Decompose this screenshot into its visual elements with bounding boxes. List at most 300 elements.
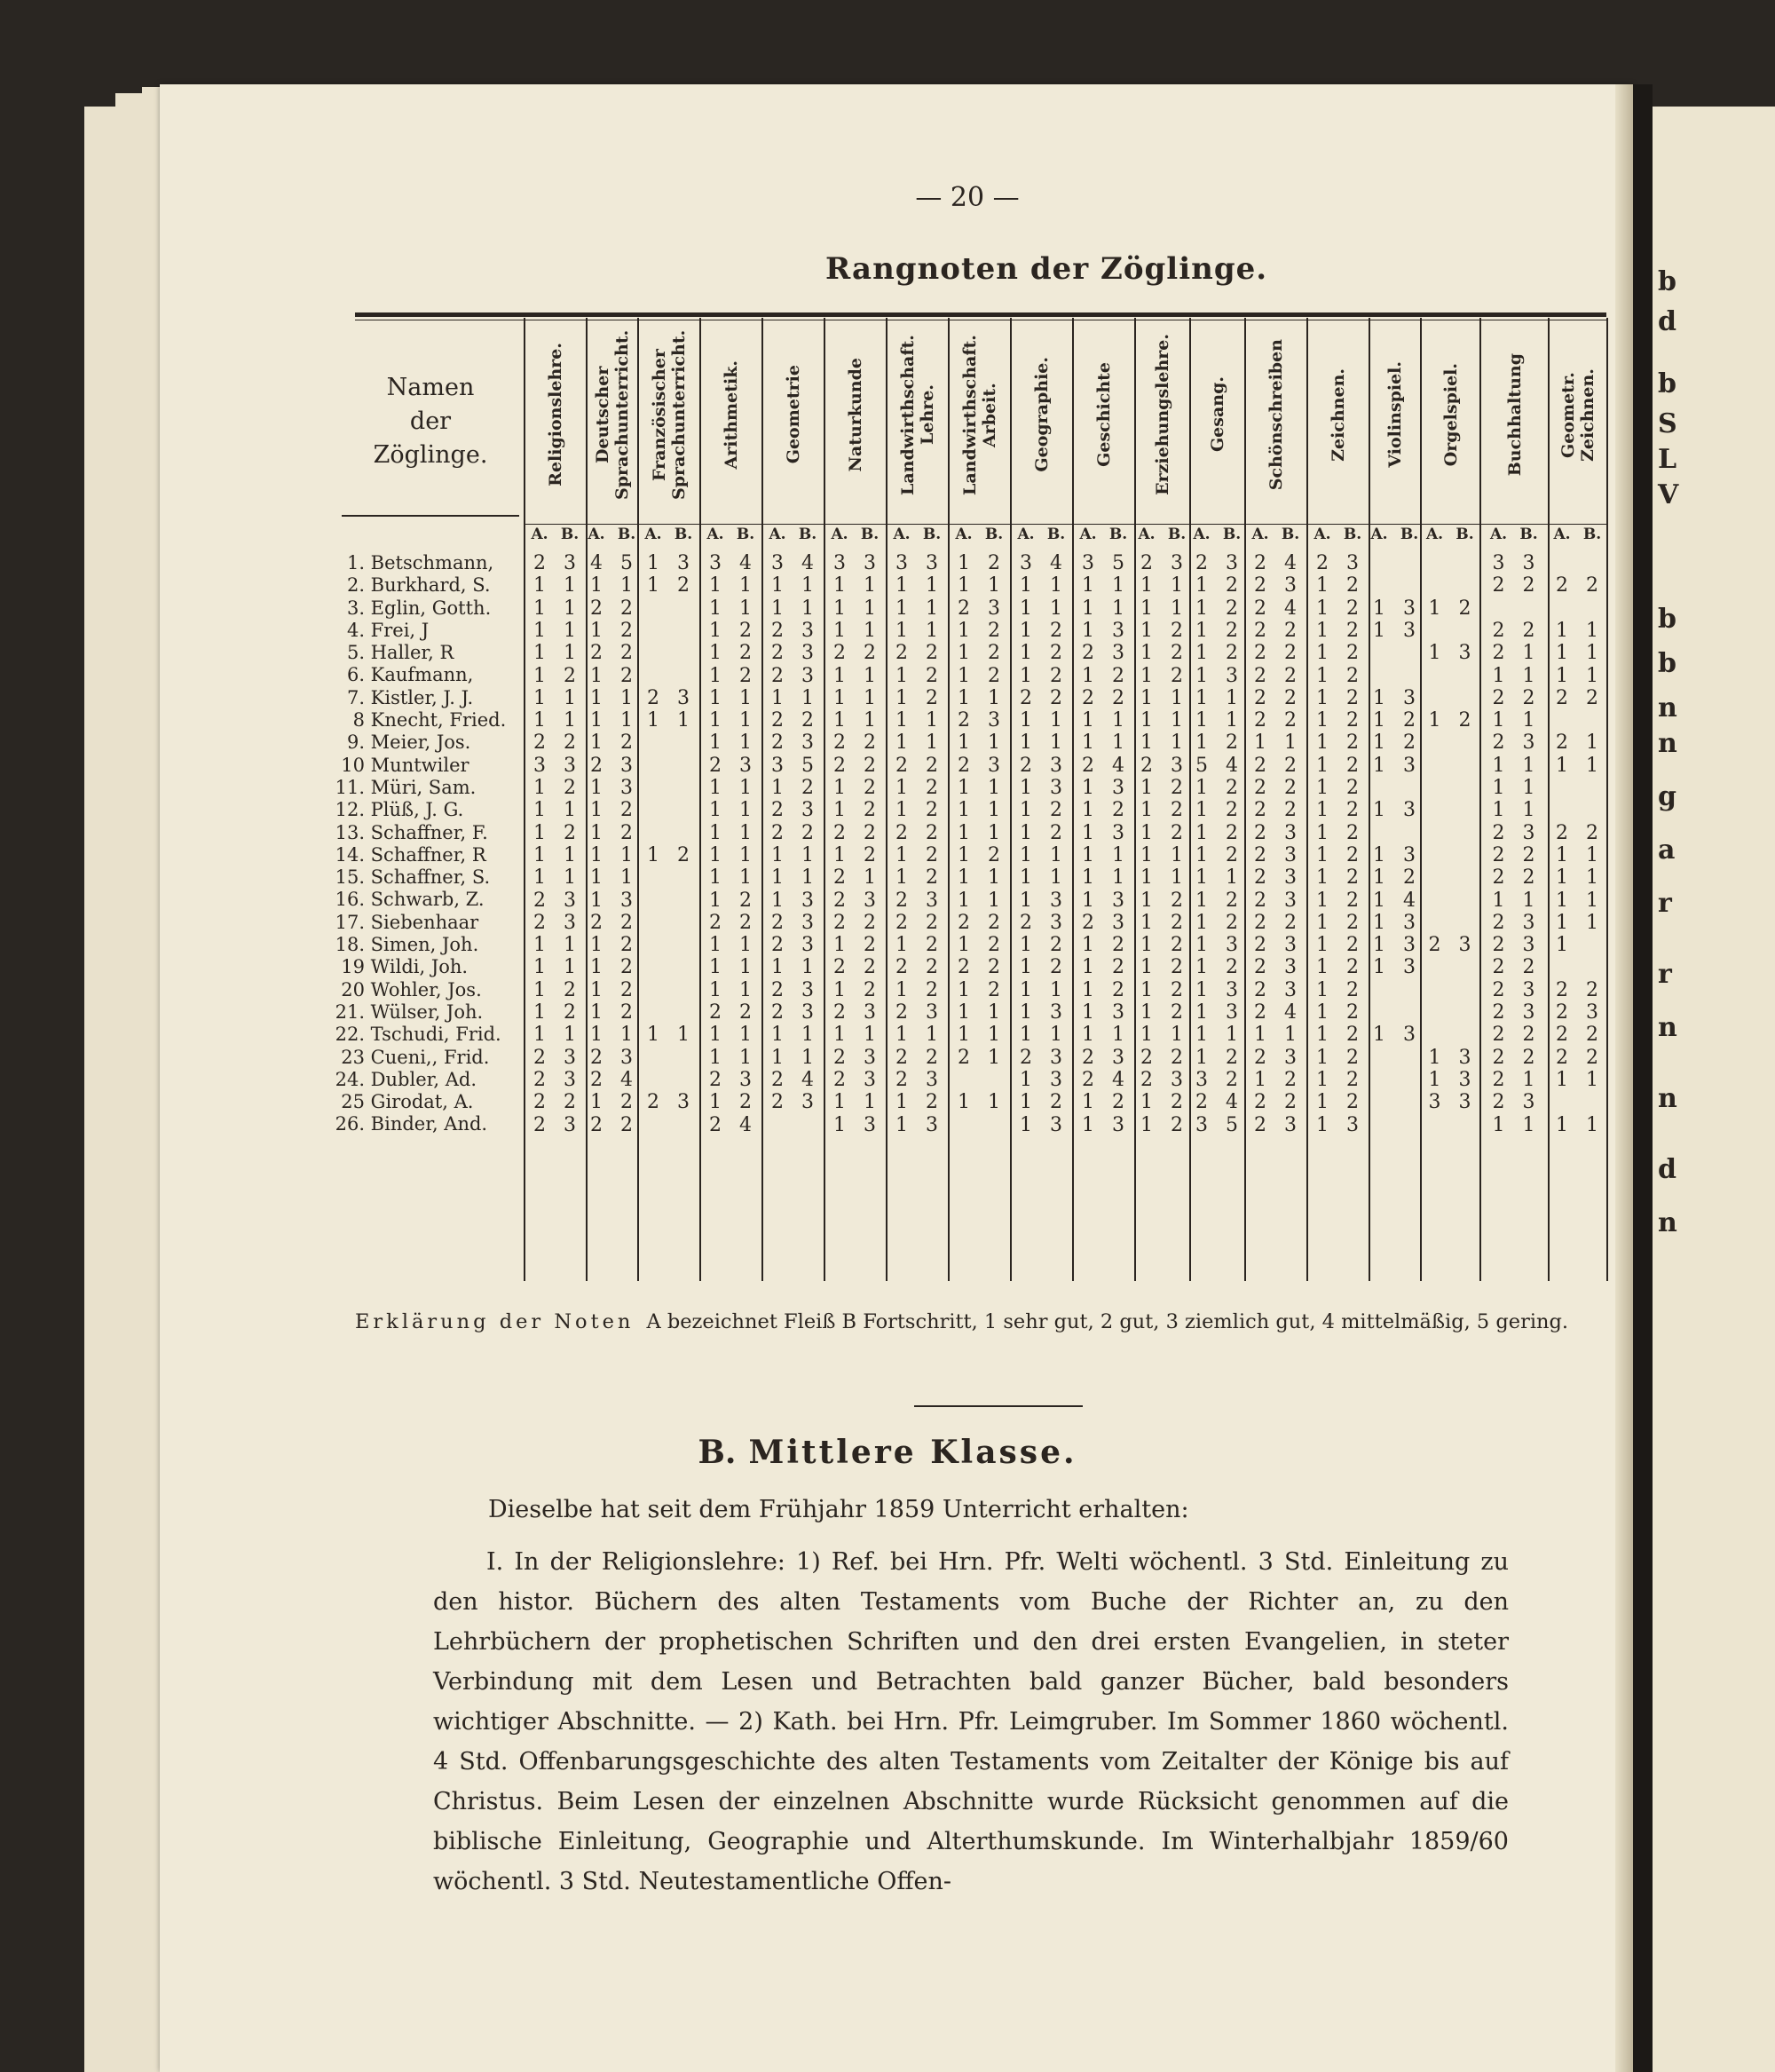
grade-cell: 1 xyxy=(833,1113,846,1136)
grade-cell: 2 xyxy=(620,619,633,642)
grade-cell: 1 xyxy=(771,956,784,979)
grade-cell: 1 xyxy=(1050,978,1062,1001)
grade-cell: 3 xyxy=(1226,664,1238,687)
grade-cell: 3 xyxy=(1458,642,1471,665)
grade-cell: 3 xyxy=(988,597,1000,620)
sub-header-a: A. xyxy=(1314,526,1331,543)
facing-page-fragment: b xyxy=(1658,648,1676,679)
grade-cell: 3 xyxy=(1050,1113,1062,1136)
grade-cell: 3 xyxy=(620,1046,633,1069)
grade-cell: 2 xyxy=(1492,911,1505,934)
legend-text: A bezeichnet Fleiß B Fortschritt, 1 sehr gut, 2 gut, 3 ziemlich gut, 4 mittelmäßig, 5 gering. xyxy=(646,1310,1569,1333)
grade-cell: 2 xyxy=(564,732,576,755)
student-name: Cueni,, Frid. xyxy=(365,1046,490,1068)
grade-cell: 1 xyxy=(1254,1068,1266,1091)
grade-cell: 2 xyxy=(926,843,938,866)
subheader-rule xyxy=(1420,524,1479,525)
grade-cell: 3 xyxy=(926,552,938,574)
grade-cell: 1 xyxy=(1195,732,1208,755)
grade-cell: 1 xyxy=(801,597,814,620)
student-row xyxy=(333,822,509,844)
facing-page-fragment: V xyxy=(1658,479,1679,510)
grade-cell: 1 xyxy=(709,799,722,822)
sub-header-b: B. xyxy=(798,526,817,543)
grade-cell: 1 xyxy=(1050,597,1062,620)
grade-cell: 1 xyxy=(1020,642,1032,665)
student-number: 25 xyxy=(341,1091,365,1113)
grade-cell: 1 xyxy=(988,1046,1000,1069)
student-row xyxy=(333,934,509,956)
grade-cell: 3 xyxy=(1284,956,1297,979)
grade-cell: 2 xyxy=(1171,1091,1183,1114)
grade-cell: 1 xyxy=(1020,843,1032,866)
subject-header xyxy=(1246,321,1306,508)
grade-cell: 1 xyxy=(1428,1046,1441,1069)
grade-cell: 4 xyxy=(739,1113,752,1136)
facing-page-fragment: d xyxy=(1658,1154,1676,1185)
student-name: Dubler, Ad. xyxy=(365,1068,477,1090)
grade-cell: 1 xyxy=(1226,709,1238,732)
grade-cell: 1 xyxy=(1050,843,1062,866)
grade-cell: 1 xyxy=(895,843,908,866)
grade-cell: 1 xyxy=(1373,889,1385,912)
grade-cell: 1 xyxy=(1316,821,1329,844)
table-title: Rangnoten der Zöglinge. xyxy=(825,251,1268,287)
grade-cell: 1 xyxy=(590,1024,603,1047)
student-row xyxy=(333,866,509,889)
student-row xyxy=(333,1001,509,1024)
grade-cell: 3 xyxy=(709,552,722,574)
grade-cell: 1 xyxy=(709,574,722,597)
grade-cell: 2 xyxy=(988,642,1000,665)
grade-cell: 2 xyxy=(958,911,970,934)
grade-cell: 2 xyxy=(1458,709,1471,732)
student-name: Binder, And. xyxy=(365,1113,488,1135)
sub-header-b: B. xyxy=(922,526,942,543)
grade-cell: 2 xyxy=(1254,642,1266,665)
grade-cell: 3 xyxy=(1195,1113,1208,1136)
student-name: Schaffner, S. xyxy=(365,866,491,889)
grade-cell: 2 xyxy=(1522,843,1535,866)
sub-header-a: A. xyxy=(1017,526,1035,543)
grade-cell: 2 xyxy=(1522,1024,1535,1047)
grade-cell: 1 xyxy=(1112,843,1124,866)
grade-cell: 1 xyxy=(564,686,576,709)
grade-cell: 1 xyxy=(564,597,576,620)
grade-cell: 1 xyxy=(1428,642,1441,665)
grade-cell: 2 xyxy=(1346,1001,1359,1024)
grade-cell: 2 xyxy=(801,777,814,799)
student-name: Meier, Jos. xyxy=(365,732,471,754)
grade-cell: 2 xyxy=(1171,799,1183,822)
grade-cell: 1 xyxy=(988,1024,1000,1047)
grade-cell: 2 xyxy=(926,799,938,822)
grade-cell: 2 xyxy=(1492,843,1505,866)
grade-cell: 2 xyxy=(620,664,633,687)
grade-cell: 1 xyxy=(1373,911,1385,934)
grade-cell: 2 xyxy=(926,911,938,934)
grade-cell: 1 xyxy=(1140,978,1153,1001)
grade-cell: 2 xyxy=(709,1068,722,1091)
grade-cell: 1 xyxy=(958,664,970,687)
grade-cell: 1 xyxy=(1373,709,1385,732)
grade-cell: 5 xyxy=(1112,552,1124,574)
grade-cell: 1 xyxy=(1082,574,1094,597)
grade-cell: 3 xyxy=(801,732,814,755)
subheader-rule xyxy=(1189,524,1244,525)
grade-cell: 1 xyxy=(801,866,814,890)
grade-cell: 1 xyxy=(1586,1113,1598,1136)
grade-cell: 2 xyxy=(1403,732,1416,755)
grade-cell: 1 xyxy=(958,686,970,709)
grade-cell: 2 xyxy=(1254,1091,1266,1114)
subheader-rule xyxy=(1548,524,1606,525)
grade-cell: 1 xyxy=(533,978,546,1001)
grade-cell: 1 xyxy=(1171,574,1183,597)
grade-cell: 1 xyxy=(1020,619,1032,642)
grade-cell: 3 xyxy=(864,1068,876,1091)
grade-cell: 3 xyxy=(1586,1001,1598,1024)
grade-cell: 1 xyxy=(895,777,908,799)
grade-cell: 2 xyxy=(958,1046,970,1069)
sub-header-b: B. xyxy=(1108,526,1128,543)
grade-cell: 2 xyxy=(1556,732,1568,755)
grade-cell: 2 xyxy=(533,1091,546,1114)
grade-cell: 1 xyxy=(1556,754,1568,777)
grade-cell: 1 xyxy=(1082,1091,1094,1114)
grade-cell: 1 xyxy=(1140,1113,1153,1136)
grade-cell: 2 xyxy=(739,664,752,687)
grade-cell: 2 xyxy=(864,911,876,934)
grade-cell: 1 xyxy=(1373,956,1385,979)
grade-cell: 3 xyxy=(1403,754,1416,777)
grade-cell: 1 xyxy=(1195,1024,1208,1047)
grade-cell: 1 xyxy=(647,574,659,597)
grade-cell: 1 xyxy=(771,1024,784,1047)
grade-cell: 2 xyxy=(1556,1024,1568,1047)
subject-header-label: Zeichnen. xyxy=(1329,368,1348,462)
grade-cell: 2 xyxy=(771,1091,784,1114)
grade-cell: 1 xyxy=(1171,709,1183,732)
grade-cell: 3 xyxy=(1284,889,1297,912)
grade-cell: 3 xyxy=(1112,642,1124,665)
grade-cell: 2 xyxy=(895,956,908,979)
subject-header xyxy=(950,321,1010,508)
grade-cell: 1 xyxy=(647,709,659,732)
grade-cell: 2 xyxy=(1254,1113,1266,1136)
grade-cell: 2 xyxy=(1284,1091,1297,1114)
grade-cell: 3 xyxy=(1403,799,1416,822)
grade-cell: 1 xyxy=(1050,866,1062,890)
grade-cell: 1 xyxy=(895,619,908,642)
grade-cell: 3 xyxy=(1050,911,1062,934)
student-name: Girodat, A. xyxy=(365,1091,474,1113)
grade-cell: 1 xyxy=(771,777,784,799)
grade-cell: 2 xyxy=(771,934,784,957)
grade-cell: 1 xyxy=(590,821,603,844)
grade-cell: 2 xyxy=(1346,1046,1359,1069)
grade-cell: 1 xyxy=(801,686,814,709)
grade-cell: 1 xyxy=(1316,889,1329,912)
grade-cell: 2 xyxy=(620,956,633,979)
grade-cell: 3 xyxy=(801,619,814,642)
grade-cell: 2 xyxy=(620,1001,633,1024)
grade-cell: 2 xyxy=(864,754,876,777)
grade-cell: 3 xyxy=(771,754,784,777)
grade-cell: 1 xyxy=(801,843,814,866)
grade-cell: 1 xyxy=(1492,799,1505,822)
grade-cell: 2 xyxy=(1050,642,1062,665)
book-binding xyxy=(1633,84,1653,2072)
grade-cell: 2 xyxy=(564,821,576,844)
grade-cell: 1 xyxy=(1082,1001,1094,1024)
grade-cell: 2 xyxy=(771,732,784,755)
grade-cell: 1 xyxy=(1586,889,1598,912)
grade-cell: 2 xyxy=(1492,1001,1505,1024)
grade-cell: 1 xyxy=(1316,777,1329,799)
grade-cell: 1 xyxy=(709,843,722,866)
grade-cell: 3 xyxy=(833,552,846,574)
subject-header xyxy=(1550,321,1606,508)
grade-cell: 2 xyxy=(564,1091,576,1114)
grade-cell: 1 xyxy=(647,552,659,574)
grade-cell: 1 xyxy=(739,843,752,866)
grade-cell: 3 xyxy=(1284,1046,1297,1069)
grade-cell: 1 xyxy=(895,1024,908,1047)
grade-cell: 1 xyxy=(988,889,1000,912)
grade-cell: 1 xyxy=(564,1024,576,1047)
grade-cell: 1 xyxy=(533,777,546,799)
grade-cell: 1 xyxy=(1140,799,1153,822)
grade-cell: 1 xyxy=(1586,642,1598,665)
grade-cell: 1 xyxy=(1082,619,1094,642)
grade-cell: 1 xyxy=(564,642,576,665)
student-number: 19 xyxy=(341,956,365,978)
grade-cell: 3 xyxy=(1403,1024,1416,1047)
grade-cell: 1 xyxy=(590,619,603,642)
grade-cell: 1 xyxy=(590,664,603,687)
subject-header-label: Arithmetik. xyxy=(722,360,741,470)
student-row xyxy=(333,1047,509,1069)
grade-cell: 1 xyxy=(1316,709,1329,732)
grade-cell: 2 xyxy=(1171,619,1183,642)
grade-cell: 2 xyxy=(988,911,1000,934)
grade-cell: 1 xyxy=(1316,978,1329,1001)
grade-cell: 2 xyxy=(1556,1046,1568,1069)
grade-cell: 1 xyxy=(739,686,752,709)
grade-cell: 3 xyxy=(739,754,752,777)
subheader-rule xyxy=(1244,524,1306,525)
grade-cell: 1 xyxy=(564,799,576,822)
grade-cell: 2 xyxy=(833,732,846,755)
grade-cell: 1 xyxy=(1428,709,1441,732)
grade-cell: 1 xyxy=(926,619,938,642)
grade-cell: 1 xyxy=(1316,574,1329,597)
grade-cell: 1 xyxy=(1195,889,1208,912)
grade-cell: 1 xyxy=(1140,821,1153,844)
grade-cell: 2 xyxy=(926,866,938,890)
grade-cell: 2 xyxy=(926,956,938,979)
grade-cell: 1 xyxy=(958,821,970,844)
sub-header-a: A. xyxy=(1370,526,1388,543)
grade-cell: 1 xyxy=(1195,642,1208,665)
grade-cell: 2 xyxy=(620,1091,633,1114)
grade-cell: 2 xyxy=(1226,1046,1238,1069)
grade-cell: 1 xyxy=(1522,642,1535,665)
grade-cell: 2 xyxy=(1346,574,1359,597)
grade-cell: 2 xyxy=(1254,978,1266,1001)
grade-cell: 3 xyxy=(1403,843,1416,866)
grade-cell: 1 xyxy=(1140,1024,1153,1047)
grade-cell: 2 xyxy=(864,642,876,665)
grade-cell: 1 xyxy=(1556,642,1568,665)
grade-cell: 2 xyxy=(590,1068,603,1091)
grade-cell: 1 xyxy=(1522,664,1535,687)
grade-cell: 2 xyxy=(1522,866,1535,890)
grade-cell: 2 xyxy=(926,642,938,665)
grade-cell: 2 xyxy=(590,911,603,934)
grade-cell: 3 xyxy=(988,709,1000,732)
grade-cell: 1 xyxy=(1586,754,1598,777)
grade-cell: 2 xyxy=(620,799,633,822)
grade-cell: 3 xyxy=(801,642,814,665)
grade-cell: 2 xyxy=(958,754,970,777)
grade-cell: 2 xyxy=(620,597,633,620)
grade-cell: 1 xyxy=(801,956,814,979)
sub-header-b: B. xyxy=(1046,526,1066,543)
grade-cell: 1 xyxy=(1316,619,1329,642)
grade-cell: 2 xyxy=(1082,754,1094,777)
subject-header-label: Gesang. xyxy=(1208,376,1227,453)
grade-cell: 2 xyxy=(1254,911,1266,934)
grade-cell: 2 xyxy=(864,934,876,957)
student-name: Kistler, J. J. xyxy=(365,686,474,708)
grade-cell: 1 xyxy=(1195,777,1208,799)
grade-cell: 1 xyxy=(958,642,970,665)
grade-cell: 3 xyxy=(1112,1113,1124,1136)
subheader-rule xyxy=(1072,524,1134,525)
grade-cell: 4 xyxy=(801,552,814,574)
student-number: 3. xyxy=(346,597,365,619)
grade-cell: 1 xyxy=(564,934,576,957)
grade-cell: 1 xyxy=(739,732,752,755)
grade-cell: 1 xyxy=(1586,619,1598,642)
student-number: 17. xyxy=(335,911,365,933)
facing-page-edge xyxy=(1653,107,1775,2072)
grade-cell: 2 xyxy=(1254,552,1266,574)
student-name: Eglin, Gotth. xyxy=(365,597,492,619)
grade-cell: 3 xyxy=(1284,978,1297,1001)
grade-cell: 1 xyxy=(1195,574,1208,597)
grade-cell: 4 xyxy=(1284,1001,1297,1024)
grade-cell: 1 xyxy=(988,1091,1000,1114)
sub-header-a: A. xyxy=(1553,526,1571,543)
grade-cell: 3 xyxy=(564,1046,576,1069)
grade-cell: 1 xyxy=(590,1001,603,1024)
grade-cell: 3 xyxy=(801,911,814,934)
grade-cell: 1 xyxy=(1082,732,1094,755)
grade-cell: 1 xyxy=(895,978,908,1001)
grade-cell: 2 xyxy=(771,911,784,934)
grade-cell: 1 xyxy=(1050,574,1062,597)
grade-cell: 2 xyxy=(1346,642,1359,665)
grade-cell: 1 xyxy=(895,1113,908,1136)
grade-cell: 3 xyxy=(1522,821,1535,844)
subject-header-label: Landwirthschaft. Lehre. xyxy=(898,334,937,495)
grade-cell: 1 xyxy=(564,843,576,866)
grade-cell: 1 xyxy=(533,866,546,890)
grade-cell: 3 xyxy=(1403,956,1416,979)
grade-cell: 1 xyxy=(771,866,784,890)
grade-cell: 1 xyxy=(1195,934,1208,957)
grade-cell: 3 xyxy=(620,889,633,912)
sub-header-a: A. xyxy=(588,526,605,543)
grade-cell: 2 xyxy=(1171,821,1183,844)
subject-header xyxy=(588,321,637,508)
grade-cell: 1 xyxy=(771,574,784,597)
student-row xyxy=(333,620,509,642)
grade-cell: 4 xyxy=(620,1068,633,1091)
grade-cell: 1 xyxy=(1140,709,1153,732)
grade-cell: 1 xyxy=(1316,1001,1329,1024)
grade-cell: 1 xyxy=(1373,934,1385,957)
grade-cell: 1 xyxy=(833,978,846,1001)
grade-cell: 1 xyxy=(1428,1068,1441,1091)
grade-cell: 2 xyxy=(833,911,846,934)
student-name: Simen, Joh. xyxy=(365,934,479,956)
grade-cell: 2 xyxy=(1284,664,1297,687)
grade-cell: 2 xyxy=(988,956,1000,979)
grade-cell: 1 xyxy=(1082,843,1094,866)
grade-cell: 2 xyxy=(1226,619,1238,642)
grade-cell: 3 xyxy=(677,552,690,574)
grade-cell: 2 xyxy=(1556,821,1568,844)
student-number: 12. xyxy=(335,799,365,821)
grade-cell: 1 xyxy=(958,574,970,597)
grade-cell: 1 xyxy=(1020,866,1032,890)
grade-cell: 1 xyxy=(1226,686,1238,709)
grade-cell: 1 xyxy=(895,686,908,709)
grade-cell: 2 xyxy=(1140,754,1153,777)
grade-cell: 3 xyxy=(1226,1001,1238,1024)
grade-cell: 1 xyxy=(564,866,576,890)
grade-cell: 1 xyxy=(709,889,722,912)
grade-cell: 1 xyxy=(1316,1046,1329,1069)
grade-cell: 1 xyxy=(1284,1024,1297,1047)
grade-cell: 1 xyxy=(988,799,1000,822)
grade-cell: 3 xyxy=(1522,1091,1535,1114)
grade-cell: 3 xyxy=(564,889,576,912)
grade-cell: 2 xyxy=(1346,821,1359,844)
grade-cell: 1 xyxy=(1082,664,1094,687)
grade-cell: 1 xyxy=(864,1024,876,1047)
grade-cell: 2 xyxy=(926,686,938,709)
grade-cell: 1 xyxy=(1316,843,1329,866)
grade-cell: 4 xyxy=(590,552,603,574)
grade-cell: 1 xyxy=(1316,754,1329,777)
grade-cell: 2 xyxy=(1082,686,1094,709)
grade-cell: 1 xyxy=(533,686,546,709)
grade-cell: 2 xyxy=(533,1068,546,1091)
grade-cell: 1 xyxy=(533,934,546,957)
grade-cell: 2 xyxy=(533,732,546,755)
grade-cell: 2 xyxy=(1346,664,1359,687)
subheader-rule xyxy=(1306,524,1369,525)
grade-cell: 1 xyxy=(1522,754,1535,777)
grade-cell: 3 xyxy=(801,799,814,822)
grade-cell: 1 xyxy=(833,686,846,709)
student-number: 9. xyxy=(346,732,365,754)
